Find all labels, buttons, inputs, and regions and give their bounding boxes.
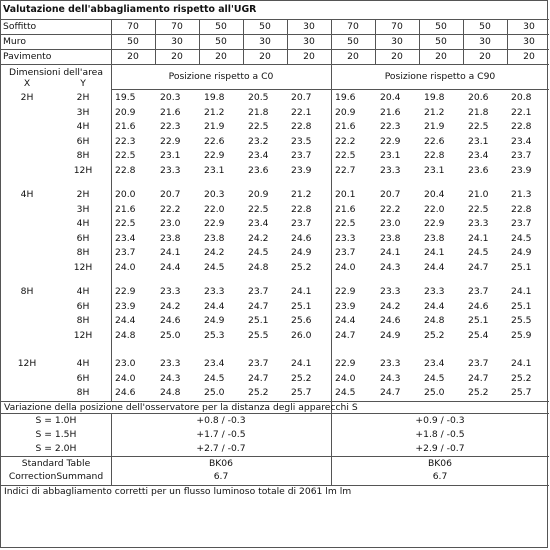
ugr-value-c90: 19.6: [335, 92, 356, 103]
ugr-value-c90: 22.3: [380, 121, 401, 132]
ugr-value-c0: 24.2: [248, 232, 269, 244]
ugr-value-c90: 22.0: [424, 203, 445, 215]
reflectance-value: 20: [391, 51, 403, 62]
variation-c0: +0.8 / -0.3: [196, 415, 246, 426]
reflectance-value: 20: [259, 51, 271, 62]
ugr-value-c0: 25.0: [204, 387, 225, 398]
reflectance-label: Pavimento: [3, 51, 52, 62]
c0-header: Posizione rispetto a C0: [168, 71, 274, 82]
group-x-label: 12H: [17, 358, 37, 369]
ugr-value-c90: 20.4: [424, 189, 445, 200]
ugr-value-c0: 25.1: [248, 315, 269, 326]
grid-line: [111, 64, 112, 401]
ugr-value-c90: 24.1: [511, 358, 532, 369]
ugr-value-c90: 23.3: [468, 218, 489, 229]
ugr-value-c90: 24.1: [468, 232, 489, 244]
grid-line: [419, 19, 420, 64]
ugr-value-c0: 23.0: [160, 218, 181, 229]
ugr-value-c0: 22.8: [291, 203, 312, 215]
ugr-value-c90: 22.7: [335, 164, 356, 176]
ugr-value-c90: 24.1: [511, 286, 532, 297]
ugr-value-c90: 24.4: [424, 261, 445, 273]
ugr-value-c90: 24.4: [335, 315, 356, 326]
ugr-value-c0: 22.5: [115, 150, 136, 161]
ugr-value-c0: 20.3: [160, 92, 181, 103]
ugr-value-c0: 25.1: [291, 300, 312, 312]
grid-line: [1, 413, 549, 414]
ugr-value-c0: 24.4: [160, 261, 181, 273]
ugr-value-c0: 24.7: [248, 300, 269, 312]
ugr-value-c90: 20.8: [511, 92, 532, 103]
grid-line: [1, 456, 549, 457]
ugr-value-c90: 23.3: [335, 232, 356, 244]
row-y-label: 8H: [76, 315, 90, 326]
grid-line: [507, 19, 508, 64]
standard-table-c0: BK06: [208, 458, 234, 469]
variation-c90: +1.8 / -0.5: [415, 429, 465, 440]
ugr-value-c90: 22.9: [335, 358, 356, 369]
ugr-value-c90: 24.5: [511, 232, 532, 244]
correction-summand-c90: 6.7: [432, 471, 448, 482]
row-y-label: 3H: [76, 106, 90, 118]
ugr-value-c0: 24.9: [291, 247, 312, 258]
variation-c0: +2.7 / -0.7: [196, 443, 246, 454]
ugr-value-c90: 25.4: [468, 329, 489, 341]
ugr-value-c0: 21.2: [291, 189, 312, 200]
ugr-value-c90: 20.4: [380, 92, 401, 103]
ugr-value-c90: 23.3: [424, 286, 445, 297]
grid-line: [1, 34, 549, 35]
ugr-value-c0: 24.0: [115, 261, 136, 273]
correction-summand-label: CorrectionSummand: [8, 471, 104, 482]
ugr-value-c90: 25.9: [511, 329, 532, 341]
ugr-value-c0: 25.2: [291, 372, 312, 384]
grid-line: [375, 19, 376, 64]
variation-label: S = 1.5H: [35, 429, 77, 440]
reflectance-value: 50: [347, 36, 359, 47]
table-title: Valutazione dell'abbagliamento rispetto all'UGR: [3, 4, 257, 15]
ugr-value-c0: 21.6: [115, 203, 136, 215]
ugr-value-c0: 21.6: [160, 106, 181, 118]
row-y-label: 3H: [76, 203, 90, 215]
ugr-value-c90: 22.1: [511, 106, 532, 118]
ugr-value-c90: 23.0: [380, 218, 401, 229]
ugr-value-c90: 23.9: [335, 300, 356, 312]
ugr-value-c90: 22.9: [380, 135, 401, 147]
ugr-value-c90: 25.2: [468, 387, 489, 398]
row-y-label: 2H: [76, 189, 90, 200]
ugr-value-c90: 23.3: [380, 164, 401, 176]
ugr-value-c90: 24.8: [424, 315, 445, 326]
ugr-value-c90: 23.3: [380, 286, 401, 297]
reflectance-value: 30: [523, 36, 535, 47]
ugr-value-c0: 24.8: [115, 329, 136, 341]
ugr-value-c0: 24.4: [204, 300, 225, 312]
ugr-value-c90: 23.7: [511, 150, 532, 161]
ugr-value-c90: 25.1: [468, 315, 489, 326]
ugr-value-c90: 24.7: [468, 261, 489, 273]
grid-line: [199, 19, 200, 64]
ugr-value-c0: 22.5: [115, 218, 136, 229]
ugr-value-c90: 20.1: [335, 189, 356, 200]
ugr-value-c90: 24.1: [424, 247, 445, 258]
ugr-value-c0: 24.1: [160, 247, 181, 258]
reflectance-value: 70: [391, 21, 403, 32]
ugr-value-c0: 22.9: [115, 286, 136, 297]
ugr-value-c0: 25.7: [291, 387, 312, 398]
ugr-value-c0: 22.5: [248, 203, 269, 215]
ugr-value-c90: 24.5: [468, 247, 489, 258]
ugr-value-c90: 22.5: [468, 203, 489, 215]
reflectance-value: 50: [479, 21, 491, 32]
row-y-label: 4H: [76, 218, 90, 229]
ugr-value-c90: 22.5: [335, 218, 356, 229]
grid-line: [111, 89, 549, 90]
ugr-value-c0: 24.2: [204, 247, 225, 258]
reflectance-label: Muro: [3, 36, 26, 47]
ugr-value-c0: 24.8: [248, 261, 269, 273]
ugr-value-c0: 23.1: [160, 150, 181, 161]
ugr-value-c0: 26.0: [291, 329, 312, 341]
ugr-value-c90: 24.6: [468, 300, 489, 312]
ugr-value-c90: 24.7: [335, 329, 356, 341]
reflectance-value: 50: [215, 36, 227, 47]
ugr-value-c90: 23.1: [468, 135, 489, 147]
variation-c90: +0.9 / -0.3: [415, 415, 465, 426]
ugr-value-c0: 22.3: [115, 135, 136, 147]
ugr-value-c0: 21.8: [248, 106, 269, 118]
reflectance-value: 20: [215, 51, 227, 62]
ugr-value-c0: 22.3: [160, 121, 181, 132]
ugr-value-c90: 22.8: [511, 121, 532, 132]
reflectance-value: 20: [435, 51, 447, 62]
reflectance-value: 20: [479, 51, 491, 62]
c90-header: Posizione rispetto a C90: [384, 71, 496, 82]
grid-line: [1, 19, 549, 20]
ugr-value-c0: 22.2: [160, 203, 181, 215]
reflectance-value: 20: [523, 51, 535, 62]
ugr-value-c0: 24.5: [248, 247, 269, 258]
ugr-value-c0: 23.6: [248, 164, 269, 176]
grid-line: [1, 49, 549, 50]
ugr-value-c0: 22.5: [248, 121, 269, 132]
ugr-value-c90: 25.7: [511, 387, 532, 398]
reflectance-value: 30: [259, 36, 271, 47]
row-y-label: 8H: [76, 150, 90, 161]
ugr-value-c0: 25.5: [248, 329, 269, 341]
reflectance-value: 20: [171, 51, 183, 62]
ugr-value-c0: 24.1: [291, 286, 312, 297]
ugr-value-c0: 23.1: [204, 164, 225, 176]
ugr-value-c90: 22.9: [424, 218, 445, 229]
ugr-value-c0: 20.7: [291, 92, 312, 103]
reflectance-value: 50: [215, 21, 227, 32]
reflectance-value: 70: [127, 21, 139, 32]
ugr-value-c0: 23.2: [248, 135, 269, 147]
ugr-value-c0: 23.3: [160, 164, 181, 176]
ugr-value-c90: 24.4: [424, 300, 445, 312]
ugr-value-c90: 21.0: [468, 189, 489, 200]
ugr-value-c90: 22.5: [468, 121, 489, 132]
ugr-value-c90: 22.2: [380, 203, 401, 215]
ugr-value-c0: 19.5: [115, 92, 136, 103]
reflectance-value: 30: [391, 36, 403, 47]
reflectance-value: 30: [523, 21, 535, 32]
ugr-value-c90: 24.7: [468, 372, 489, 384]
reflectance-value: 50: [127, 36, 139, 47]
ugr-value-c90: 21.3: [511, 189, 532, 200]
ugr-value-c90: 24.7: [380, 387, 401, 398]
ugr-value-c90: 24.9: [380, 329, 401, 341]
ugr-value-c0: 19.8: [204, 92, 225, 103]
dimensions-header: Dimensioni dell'area: [9, 67, 103, 78]
grid-line: [463, 19, 464, 64]
ugr-value-c90: 20.6: [468, 92, 489, 103]
reflectance-value: 30: [171, 36, 183, 47]
ugr-value-c0: 23.3: [204, 286, 225, 297]
ugr-value-c0: 22.6: [204, 135, 225, 147]
ugr-value-c0: 23.7: [248, 358, 269, 369]
ugr-value-c0: 24.5: [204, 372, 225, 384]
ugr-value-c0: 20.9: [248, 189, 269, 200]
ugr-value-c0: 23.9: [115, 300, 136, 312]
group-x-label: 4H: [20, 189, 34, 200]
reflectance-value: 20: [347, 51, 359, 62]
row-y-label: 2H: [76, 92, 90, 103]
ugr-value-c90: 22.2: [335, 135, 356, 147]
grid-line: [1, 485, 549, 486]
ugr-value-c0: 22.9: [204, 150, 225, 161]
ugr-value-c90: 23.8: [424, 232, 445, 244]
ugr-value-c90: 24.6: [380, 315, 401, 326]
ugr-value-c0: 22.9: [204, 218, 225, 229]
grid-line: [331, 19, 332, 64]
ugr-value-c0: 20.9: [115, 106, 136, 118]
ugr-value-c90: 23.4: [511, 135, 532, 147]
ugr-value-c90: 24.2: [380, 300, 401, 312]
ugr-value-c90: 24.0: [335, 372, 356, 384]
ugr-value-c0: 22.8: [115, 164, 136, 176]
ugr-value-c0: 20.0: [115, 189, 136, 200]
grid-line: [243, 19, 244, 64]
row-y-label: 6H: [76, 135, 90, 147]
row-y-label: 12H: [73, 329, 93, 341]
grid-line: [1, 64, 549, 65]
reflectance-value: 70: [347, 21, 359, 32]
ugr-value-c90: 24.1: [380, 247, 401, 258]
ugr-value-c90: 25.2: [511, 372, 532, 384]
ugr-value-c90: 21.6: [380, 106, 401, 118]
ugr-value-c0: 22.9: [160, 135, 181, 147]
ugr-value-c0: 23.3: [160, 358, 181, 369]
ugr-value-c0: 24.8: [160, 387, 181, 398]
ugr-value-c0: 24.6: [160, 315, 181, 326]
variation-label: S = 2.0H: [35, 443, 77, 454]
ugr-value-c90: 24.5: [424, 372, 445, 384]
reflectance-value: 30: [303, 21, 315, 32]
row-y-label: 4H: [76, 121, 90, 132]
ugr-value-c90: 24.0: [335, 261, 356, 273]
ugr-value-c0: 24.7: [248, 372, 269, 384]
ugr-value-c90: 22.8: [511, 203, 532, 215]
variation-c90: +2.9 / -0.7: [415, 443, 465, 454]
ugr-value-c90: 22.9: [335, 286, 356, 297]
reflectance-value: 30: [303, 36, 315, 47]
ugr-value-c90: 22.6: [424, 135, 445, 147]
reflectance-value: 50: [435, 36, 447, 47]
ugr-value-c0: 23.8: [160, 232, 181, 244]
reflectance-value: 50: [435, 21, 447, 32]
ugr-value-c90: 25.0: [424, 387, 445, 398]
ugr-value-c90: 23.4: [468, 150, 489, 161]
x-header: X: [23, 78, 31, 89]
ugr-value-c0: 24.5: [204, 261, 225, 273]
ugr-value-c90: 23.6: [468, 164, 489, 176]
ugr-value-c90: 23.7: [335, 247, 356, 258]
ugr-value-c90: 23.7: [468, 358, 489, 369]
row-y-label: 12H: [73, 261, 93, 273]
reflectance-value: 30: [479, 36, 491, 47]
reflectance-value: 20: [303, 51, 315, 62]
variation-c0: +1.7 / -0.5: [196, 429, 246, 440]
ugr-value-c90: 19.8: [424, 92, 445, 103]
reflectance-value: 70: [171, 21, 183, 32]
ugr-value-c0: 23.7: [291, 218, 312, 229]
ugr-value-c90: 23.8: [380, 232, 401, 244]
ugr-value-c0: 23.4: [248, 150, 269, 161]
standard-table-c90: BK06: [427, 458, 453, 469]
row-y-label: 4H: [76, 358, 90, 369]
variation-title: Variazione della posizione dell'osservatore per la distanza degli apparecchi S: [4, 402, 358, 413]
ugr-value-c90: 21.9: [424, 121, 445, 132]
ugr-value-c0: 23.3: [160, 286, 181, 297]
ugr-value-c90: 22.5: [335, 150, 356, 161]
ugr-value-c0: 25.3: [204, 329, 225, 341]
ugr-value-c0: 23.5: [291, 135, 312, 147]
ugr-value-c0: 23.7: [248, 286, 269, 297]
grid-line: [287, 19, 288, 64]
ugr-value-c0: 20.3: [204, 189, 225, 200]
ugr-value-c0: 24.3: [160, 372, 181, 384]
standard-table-label: Standard Table: [21, 458, 91, 469]
ugr-value-c90: 25.2: [424, 329, 445, 341]
ugr-value-c90: 24.5: [335, 387, 356, 398]
ugr-value-c0: 24.0: [115, 372, 136, 384]
ugr-value-c0: 20.5: [248, 92, 269, 103]
reflectance-value: 20: [127, 51, 139, 62]
ugr-value-c90: 23.4: [424, 358, 445, 369]
ugr-value-c0: 24.9: [204, 315, 225, 326]
ugr-value-c90: 24.3: [380, 372, 401, 384]
ugr-value-c90: 22.8: [424, 150, 445, 161]
row-y-label: 6H: [76, 300, 90, 312]
variation-label: S = 1.0H: [35, 415, 77, 426]
group-x-label: 8H: [20, 286, 34, 297]
row-y-label: 8H: [76, 387, 90, 398]
ugr-value-c90: 24.9: [511, 247, 532, 258]
ugr-value-c90: 20.7: [380, 189, 401, 200]
row-y-label: 6H: [76, 232, 90, 244]
ugr-value-c0: 23.4: [248, 218, 269, 229]
ugr-value-c0: 24.2: [160, 300, 181, 312]
ugr-value-c90: 20.9: [335, 106, 356, 118]
ugr-value-c0: 25.6: [291, 315, 312, 326]
ugr-value-c0: 25.2: [248, 387, 269, 398]
ugr-value-c0: 23.4: [115, 232, 136, 244]
reflectance-label: Soffitto: [3, 21, 37, 32]
ugr-value-c0: 21.6: [115, 121, 136, 132]
ugr-value-c90: 23.7: [468, 286, 489, 297]
y-header: Y: [80, 78, 86, 89]
ugr-value-c90: 23.7: [511, 218, 532, 229]
ugr-value-c0: 24.6: [291, 232, 312, 244]
ugr-value-c90: 21.6: [335, 121, 356, 132]
ugr-value-c0: 23.4: [204, 358, 225, 369]
grid-line: [155, 19, 156, 64]
ugr-value-c90: 21.8: [468, 106, 489, 118]
ugr-value-c0: 23.7: [291, 150, 312, 161]
group-x-label: 2H: [20, 92, 34, 103]
ugr-value-c90: 23.9: [511, 164, 532, 176]
ugr-value-c0: 22.0: [204, 203, 225, 215]
ugr-value-c90: 23.1: [424, 164, 445, 176]
ugr-value-c90: 25.1: [511, 261, 532, 273]
ugr-value-c0: 25.0: [160, 329, 181, 341]
ugr-value-c90: 23.3: [380, 358, 401, 369]
ugr-value-c90: 24.3: [380, 261, 401, 273]
ugr-value-c90: 25.1: [511, 300, 532, 312]
ugr-value-c0: 23.7: [115, 247, 136, 258]
row-y-label: 12H: [73, 164, 93, 176]
ugr-value-c0: 23.0: [115, 358, 136, 369]
ugr-value-c0: 25.2: [291, 261, 312, 273]
ugr-value-c0: 23.8: [204, 232, 225, 244]
ugr-value-c0: 24.6: [115, 387, 136, 398]
ugr-value-c0: 24.4: [115, 315, 136, 326]
ugr-value-c90: 21.6: [335, 203, 356, 215]
row-y-label: 8H: [76, 247, 90, 258]
row-y-label: 6H: [76, 372, 90, 384]
ugr-value-c0: 22.8: [291, 121, 312, 132]
ugr-value-c90: 21.2: [424, 106, 445, 118]
footer-note: Indici di abbagliamento corretti per un flusso luminoso totale di 2061 lm lm: [4, 486, 352, 497]
reflectance-value: 50: [259, 21, 271, 32]
ugr-value-c0: 21.9: [204, 121, 225, 132]
ugr-value-c0: 24.1: [291, 358, 312, 369]
ugr-value-c90: 25.5: [511, 315, 532, 326]
ugr-value-c90: 23.1: [380, 150, 401, 161]
ugr-value-c0: 21.2: [204, 106, 225, 118]
ugr-value-c0: 22.1: [291, 106, 312, 118]
ugr-value-c0: 23.9: [291, 164, 312, 176]
row-y-label: 4H: [76, 286, 90, 297]
grid-line: [111, 19, 112, 64]
ugr-value-c0: 20.7: [160, 189, 181, 200]
correction-summand-c0: 6.7: [213, 471, 229, 482]
